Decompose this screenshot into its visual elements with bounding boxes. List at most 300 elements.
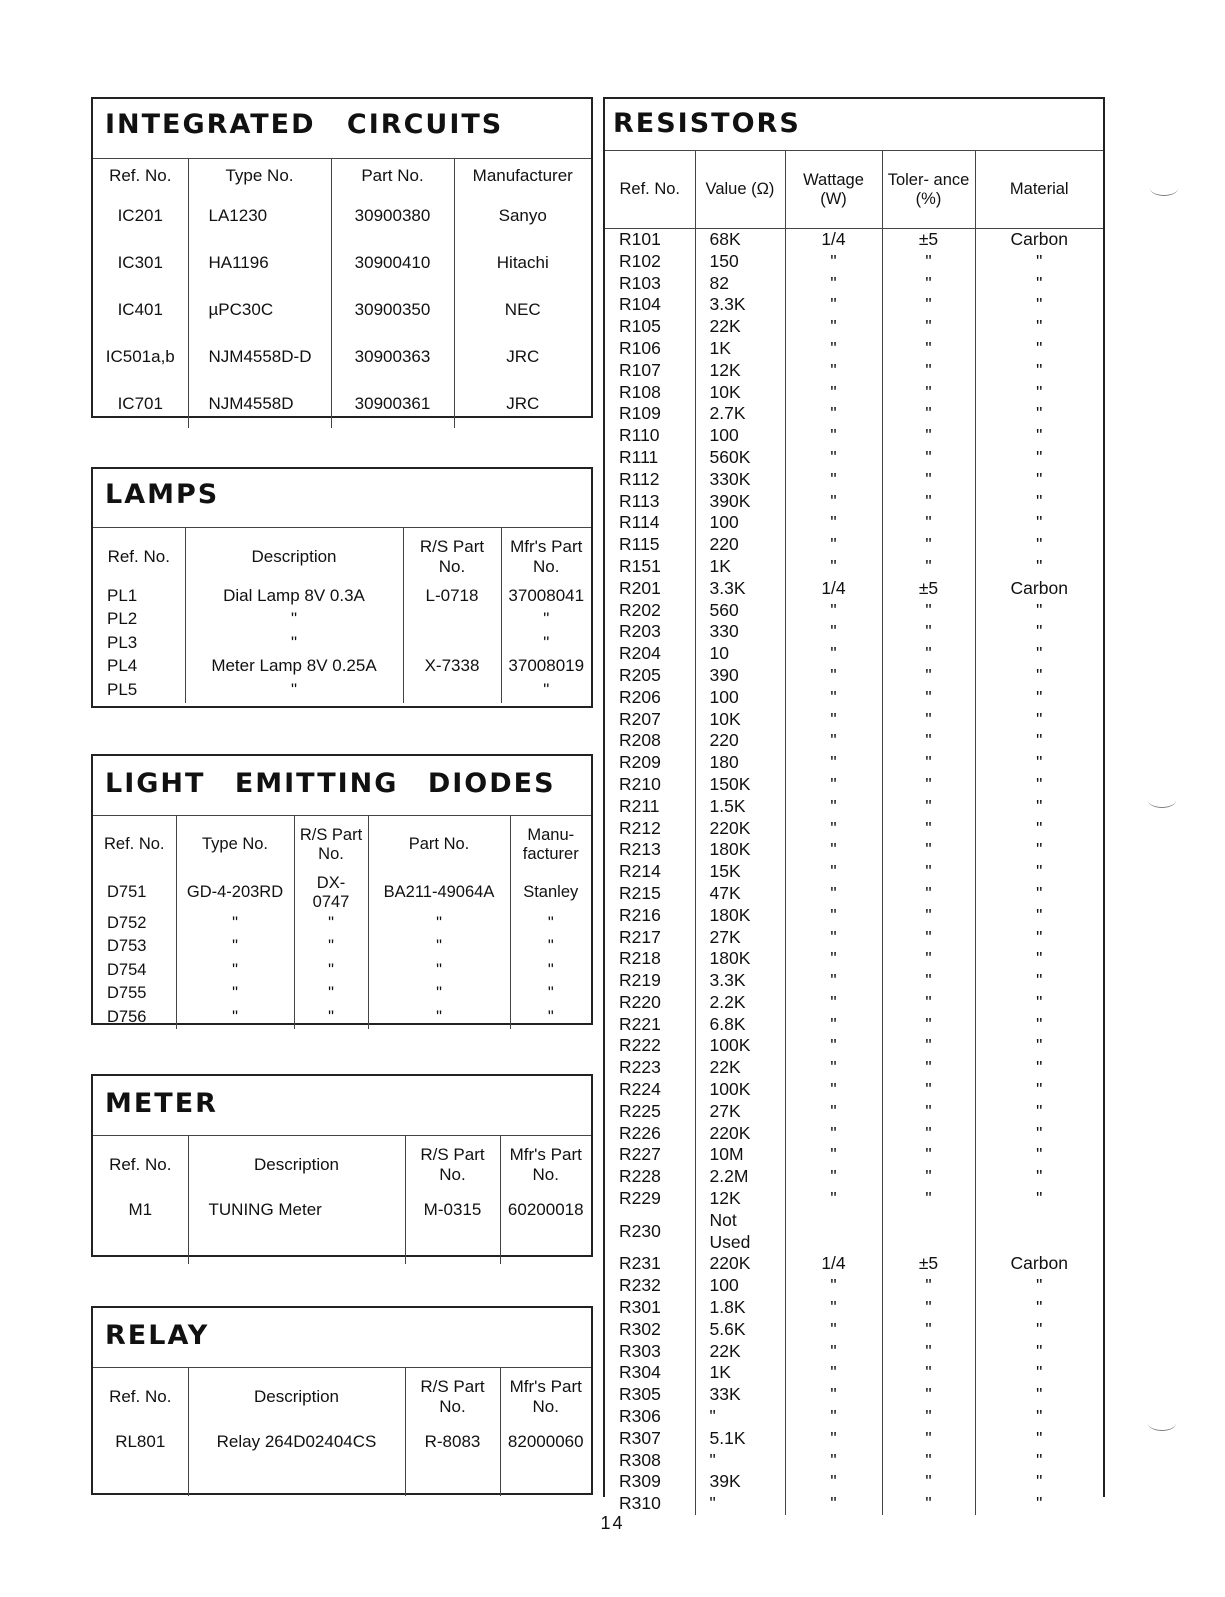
res-ref-cell: R304 bbox=[619, 1362, 661, 1383]
res-wattage-cell: 1/4 bbox=[785, 1253, 882, 1275]
res-value-cell: 33K bbox=[695, 1384, 785, 1406]
resistor-row bbox=[605, 730, 1103, 752]
res-value-cell: 10M bbox=[695, 1144, 785, 1166]
resistor-row bbox=[605, 1101, 1103, 1123]
ic-table bbox=[93, 158, 591, 428]
res-wattage-cell: " bbox=[785, 687, 882, 709]
meter-header-ref: Ref. No. bbox=[109, 1154, 172, 1174]
res-material-cell: " bbox=[975, 796, 1103, 818]
scan-mark bbox=[1148, 793, 1176, 808]
res-wattage-cell: " bbox=[785, 818, 882, 840]
led-rs-cell: " bbox=[294, 912, 368, 936]
resistor-row bbox=[605, 534, 1103, 556]
led-row bbox=[93, 874, 591, 912]
resistor-row bbox=[605, 992, 1103, 1014]
res-wattage-cell: " bbox=[785, 1493, 882, 1515]
res-ref-cell: R227 bbox=[619, 1144, 661, 1165]
lamp-rs-cell bbox=[403, 680, 501, 704]
resistor-row bbox=[605, 273, 1103, 295]
meter-row bbox=[93, 1194, 591, 1264]
res-wattage-cell: " bbox=[785, 316, 882, 338]
resistor-row bbox=[605, 425, 1103, 447]
lamps-title: LAMPS bbox=[105, 479, 220, 510]
res-material-cell: " bbox=[975, 774, 1103, 796]
res-tolerance-cell: ±5 bbox=[882, 229, 975, 251]
res-ref-cell: R302 bbox=[619, 1318, 661, 1339]
res-material-cell: " bbox=[975, 425, 1103, 447]
res-ref-cell: R114 bbox=[619, 512, 660, 533]
page-number: 14 bbox=[600, 1513, 625, 1533]
res-wattage-cell: " bbox=[785, 665, 882, 687]
res-value-cell: 10 bbox=[695, 643, 785, 665]
res-tolerance-cell: " bbox=[882, 1123, 975, 1145]
resistor-row bbox=[605, 1079, 1103, 1101]
led-ref-cell: D754 bbox=[107, 960, 147, 979]
led-header-ref: Ref. No. bbox=[103, 835, 165, 854]
resistor-row bbox=[605, 1428, 1103, 1450]
lamp-ref-cell: PL5 bbox=[107, 679, 138, 699]
res-wattage-cell: " bbox=[785, 1341, 882, 1363]
res-ref-cell: R307 bbox=[619, 1427, 661, 1448]
res-ref-cell: R213 bbox=[619, 839, 661, 860]
led-mfr-cell: Stanley bbox=[510, 874, 591, 912]
resistors-section bbox=[603, 97, 1105, 1514]
resistor-row bbox=[605, 818, 1103, 840]
res-ref-cell: R205 bbox=[619, 664, 661, 685]
res-value-cell: 10K bbox=[695, 382, 785, 404]
res-tolerance-cell: " bbox=[882, 970, 975, 992]
resistor-row bbox=[605, 1362, 1103, 1384]
res-tolerance-cell: " bbox=[882, 796, 975, 818]
res-ref-cell: R210 bbox=[619, 773, 661, 794]
lamp-rs-cell: L-0718 bbox=[403, 586, 501, 610]
ic-type-cell: NJM4558D-D bbox=[188, 334, 331, 381]
res-material-cell: " bbox=[975, 992, 1103, 1014]
res-ref-cell: R102 bbox=[619, 250, 661, 271]
relay-header-mfr: Mfr's Part No. bbox=[500, 1368, 591, 1426]
res-tolerance-cell: " bbox=[882, 1406, 975, 1428]
lamp-rs-cell bbox=[403, 609, 501, 633]
res-value-cell: 15K bbox=[695, 861, 785, 883]
led-part-cell: " bbox=[368, 1006, 510, 1030]
res-value-cell: 220K bbox=[695, 1253, 785, 1275]
res-material-cell: " bbox=[975, 273, 1103, 295]
ic-type-cell: µPC30C bbox=[188, 287, 331, 334]
res-material-cell: " bbox=[975, 818, 1103, 840]
resistor-row bbox=[605, 316, 1103, 338]
res-value-cell: 27K bbox=[695, 1101, 785, 1123]
res-tolerance-cell: " bbox=[882, 1384, 975, 1406]
res-material-cell: " bbox=[975, 730, 1103, 752]
res-wattage-cell: " bbox=[785, 839, 882, 861]
res-value-cell: 150K bbox=[695, 774, 785, 796]
relay-rs-cell: R-8083 bbox=[405, 1426, 500, 1496]
meter-mfr-cell: 60200018 bbox=[500, 1194, 591, 1264]
ic-type-cell: HA1196 bbox=[188, 240, 331, 287]
res-value-cell: 22K bbox=[695, 316, 785, 338]
res-material-cell: " bbox=[975, 1144, 1103, 1166]
res-wattage-cell: " bbox=[785, 600, 882, 622]
res-ref-cell: R201 bbox=[619, 577, 661, 598]
res-ref-cell: R221 bbox=[619, 1013, 661, 1034]
resistor-row bbox=[605, 1275, 1103, 1297]
res-ref-cell: R208 bbox=[619, 730, 661, 751]
ic-part-cell: 30900380 bbox=[331, 193, 454, 240]
resistor-row bbox=[605, 1493, 1103, 1515]
meter-header-mfr: Mfr's Part No. bbox=[500, 1136, 591, 1194]
led-rs-cell: " bbox=[294, 1006, 368, 1030]
resistor-row bbox=[605, 861, 1103, 883]
resistor-row bbox=[605, 1123, 1103, 1145]
res-wattage-cell: " bbox=[785, 774, 882, 796]
res-ref-cell: R301 bbox=[619, 1297, 661, 1318]
resistor-row bbox=[605, 1319, 1103, 1341]
res-material-cell: " bbox=[975, 1035, 1103, 1057]
resistor-row bbox=[605, 709, 1103, 731]
led-title: LIGHT EMITTING DIODES bbox=[105, 768, 556, 799]
res-value-cell: 560 bbox=[695, 600, 785, 622]
res-ref-cell: R228 bbox=[619, 1166, 661, 1187]
resistor-row bbox=[605, 905, 1103, 927]
led-part-cell: " bbox=[368, 912, 510, 936]
lamp-mfr-cell: 37008019 bbox=[501, 656, 591, 680]
resistor-row bbox=[605, 1297, 1103, 1319]
res-material-cell: " bbox=[975, 1275, 1103, 1297]
res-tolerance-cell: " bbox=[882, 338, 975, 360]
resistor-row bbox=[605, 774, 1103, 796]
resistor-row bbox=[605, 447, 1103, 469]
ic-row bbox=[93, 334, 591, 381]
res-value-cell: 1.8K bbox=[695, 1297, 785, 1319]
res-ref-cell: R305 bbox=[619, 1384, 661, 1405]
ic-part-cell: 30900410 bbox=[331, 240, 454, 287]
resistor-row bbox=[605, 1253, 1103, 1275]
res-tolerance-cell: " bbox=[882, 1319, 975, 1341]
res-material-cell: " bbox=[975, 469, 1103, 491]
res-ref-cell: R219 bbox=[619, 970, 661, 991]
res-wattage-cell: " bbox=[785, 338, 882, 360]
ic-row bbox=[93, 193, 591, 240]
lamp-ref-cell: PL1 bbox=[107, 585, 138, 605]
res-tolerance-cell: " bbox=[882, 905, 975, 927]
res-ref-cell: R211 bbox=[619, 795, 660, 816]
led-mfr-cell: " bbox=[510, 935, 591, 959]
res-tolerance-cell: " bbox=[882, 730, 975, 752]
led-mfr-cell: " bbox=[510, 1006, 591, 1030]
res-ref-cell: R115 bbox=[619, 534, 660, 555]
resistor-row bbox=[605, 927, 1103, 949]
res-ref-cell: R203 bbox=[619, 621, 661, 642]
relay-ref-cell: RL801 bbox=[115, 1431, 166, 1451]
res-ref-cell: R112 bbox=[619, 468, 660, 489]
res-wattage-cell: " bbox=[785, 425, 882, 447]
res-ref-cell: R107 bbox=[619, 359, 661, 380]
ic-row bbox=[93, 381, 591, 428]
res-wattage-cell: " bbox=[785, 1297, 882, 1319]
res-value-cell: 180 bbox=[695, 752, 785, 774]
res-material-cell: " bbox=[975, 970, 1103, 992]
res-value-cell: " bbox=[695, 1493, 785, 1515]
res-tolerance-cell: " bbox=[882, 818, 975, 840]
led-part-cell: BA211-49064A bbox=[368, 874, 510, 912]
res-value-cell: 100 bbox=[695, 512, 785, 534]
res-value-cell: 3.3K bbox=[695, 970, 785, 992]
res-tolerance-cell: " bbox=[882, 251, 975, 273]
res-wattage-cell: " bbox=[785, 927, 882, 949]
res-wattage-cell: 1/4 bbox=[785, 578, 882, 600]
res-material-cell: " bbox=[975, 1384, 1103, 1406]
res-ref-cell: R109 bbox=[619, 403, 661, 424]
res-wattage-cell: 1/4 bbox=[785, 229, 882, 251]
res-wattage-cell: " bbox=[785, 1101, 882, 1123]
res-material-cell: " bbox=[975, 839, 1103, 861]
resistor-row bbox=[605, 556, 1103, 578]
led-header-mfr: Manu- facturer bbox=[510, 816, 591, 874]
resistors-title: RESISTORS bbox=[613, 108, 801, 139]
ic-section bbox=[91, 97, 593, 418]
resistor-row bbox=[605, 1210, 1103, 1254]
res-wattage-cell: " bbox=[785, 796, 882, 818]
res-value-cell: 2.2K bbox=[695, 992, 785, 1014]
res-tolerance-cell: " bbox=[882, 1341, 975, 1363]
res-value-cell: 1K bbox=[695, 338, 785, 360]
res-wattage-cell: " bbox=[785, 294, 882, 316]
resistor-row bbox=[605, 600, 1103, 622]
led-ref-cell: D756 bbox=[107, 1007, 147, 1026]
res-material-cell: " bbox=[975, 1319, 1103, 1341]
lamp-ref-cell: PL4 bbox=[107, 656, 138, 675]
res-ref-cell: R225 bbox=[619, 1100, 661, 1121]
res-ref-cell: R212 bbox=[619, 817, 661, 838]
ic-header-type: Type No. bbox=[188, 159, 331, 193]
res-wattage-cell: " bbox=[785, 1275, 882, 1297]
res-ref-cell: R101 bbox=[619, 229, 661, 249]
led-mfr-cell: " bbox=[510, 912, 591, 936]
resistor-row bbox=[605, 294, 1103, 316]
res-value-cell: 100 bbox=[695, 687, 785, 709]
res-ref-cell: R218 bbox=[619, 948, 661, 969]
res-wattage-cell: " bbox=[785, 643, 882, 665]
resistor-row bbox=[605, 948, 1103, 970]
lamp-mfr-cell: " bbox=[501, 680, 591, 704]
res-wattage-cell: " bbox=[785, 1188, 882, 1210]
res-tolerance-cell: " bbox=[882, 948, 975, 970]
scan-mark bbox=[1148, 1416, 1176, 1431]
res-wattage-cell: " bbox=[785, 905, 882, 927]
led-header-rs: R/S Part No. bbox=[294, 816, 368, 874]
lamp-row bbox=[93, 586, 591, 610]
lamp-ref-cell: PL3 bbox=[107, 632, 138, 652]
res-tolerance-cell: " bbox=[882, 469, 975, 491]
ic-mfr-cell: JRC bbox=[454, 381, 591, 428]
res-tolerance-cell: " bbox=[882, 1166, 975, 1188]
res-material-cell: " bbox=[975, 338, 1103, 360]
res-ref-cell: R206 bbox=[619, 686, 661, 707]
resistor-row bbox=[605, 1166, 1103, 1188]
res-wattage-cell: " bbox=[785, 469, 882, 491]
res-wattage-cell: " bbox=[785, 273, 882, 295]
res-material-cell: " bbox=[975, 1493, 1103, 1515]
ic-ref-cell: IC201 bbox=[117, 206, 163, 225]
res-header-wattage: Wattage (W) bbox=[785, 151, 882, 229]
lamp-desc-cell: Meter Lamp 8V 0.25A bbox=[185, 656, 403, 680]
led-row bbox=[93, 982, 591, 1006]
res-tolerance-cell: " bbox=[882, 1362, 975, 1384]
res-tolerance-cell: " bbox=[882, 1428, 975, 1450]
res-ref-cell: R215 bbox=[619, 882, 661, 903]
res-material-cell: " bbox=[975, 1101, 1103, 1123]
relay-mfr-cell: 82000060 bbox=[500, 1426, 591, 1496]
ic-ref-cell: IC401 bbox=[117, 300, 163, 319]
ic-mfr-cell: Hitachi bbox=[454, 240, 591, 287]
res-tolerance-cell: " bbox=[882, 273, 975, 295]
res-header-ref: Ref. No. bbox=[605, 151, 695, 229]
res-tolerance-cell: " bbox=[882, 556, 975, 578]
resistor-row bbox=[605, 796, 1103, 818]
res-tolerance-cell: " bbox=[882, 621, 975, 643]
led-rs-cell: " bbox=[294, 935, 368, 959]
led-part-cell: " bbox=[368, 959, 510, 983]
res-wattage-cell: " bbox=[785, 621, 882, 643]
res-tolerance-cell: " bbox=[882, 687, 975, 709]
resistor-row bbox=[605, 839, 1103, 861]
resistor-row bbox=[605, 970, 1103, 992]
res-ref-cell: R106 bbox=[619, 337, 661, 358]
ic-row bbox=[93, 240, 591, 287]
res-material-cell: " bbox=[975, 1297, 1103, 1319]
res-material-cell: Carbon bbox=[975, 1253, 1103, 1275]
res-ref-cell: R216 bbox=[619, 904, 661, 925]
res-header-value: Value (Ω) bbox=[695, 151, 785, 229]
res-value-cell: 22K bbox=[695, 1341, 785, 1363]
res-value-cell: Not Used bbox=[695, 1210, 785, 1254]
meter-rs-cell: M-0315 bbox=[405, 1194, 500, 1264]
res-value-cell: 100K bbox=[695, 1079, 785, 1101]
res-value-cell: 5.6K bbox=[695, 1319, 785, 1341]
res-material-cell: " bbox=[975, 752, 1103, 774]
res-value-cell: 560K bbox=[695, 447, 785, 469]
resistor-row bbox=[605, 382, 1103, 404]
res-value-cell: 2.2M bbox=[695, 1166, 785, 1188]
led-rs-cell: DX-0747 bbox=[294, 874, 368, 912]
res-tolerance-cell: " bbox=[882, 1450, 975, 1472]
res-material-cell: " bbox=[975, 643, 1103, 665]
res-wattage-cell: " bbox=[785, 970, 882, 992]
res-wattage-cell: " bbox=[785, 948, 882, 970]
res-wattage-cell: " bbox=[785, 447, 882, 469]
res-material-cell: " bbox=[975, 382, 1103, 404]
res-wattage-cell: " bbox=[785, 1079, 882, 1101]
resistor-row bbox=[605, 1471, 1103, 1493]
ic-title: INTEGRATED CIRCUITS bbox=[105, 109, 504, 140]
res-wattage-cell: " bbox=[785, 491, 882, 513]
res-material-cell: " bbox=[975, 360, 1103, 382]
res-material-cell: " bbox=[975, 1362, 1103, 1384]
meter-section bbox=[91, 1074, 593, 1257]
lamp-mfr-cell: 37008041 bbox=[501, 586, 591, 610]
res-tolerance-cell: " bbox=[882, 316, 975, 338]
res-value-cell: 100 bbox=[695, 1275, 785, 1297]
led-row bbox=[93, 959, 591, 983]
res-value-cell: 100 bbox=[695, 425, 785, 447]
res-tolerance-cell: " bbox=[882, 883, 975, 905]
res-material-cell: " bbox=[975, 665, 1103, 687]
resistor-row bbox=[605, 491, 1103, 513]
res-tolerance-cell: " bbox=[882, 512, 975, 534]
resistors-table bbox=[605, 150, 1103, 1515]
res-wattage-cell: " bbox=[785, 883, 882, 905]
lamp-rs-cell bbox=[403, 633, 501, 657]
res-wattage-cell: " bbox=[785, 1057, 882, 1079]
res-tolerance-cell: " bbox=[882, 1144, 975, 1166]
res-tolerance-cell: " bbox=[882, 425, 975, 447]
lamp-desc-cell: " bbox=[185, 633, 403, 657]
res-header-tolerance: Toler- ance (%) bbox=[882, 151, 975, 229]
led-ref-cell: D752 bbox=[107, 913, 147, 932]
res-value-cell: 82 bbox=[695, 273, 785, 295]
res-material-cell: " bbox=[975, 600, 1103, 622]
lamp-rs-cell: X-7338 bbox=[403, 656, 501, 680]
resistor-row bbox=[605, 251, 1103, 273]
led-type-cell: " bbox=[176, 1006, 294, 1030]
ic-mfr-cell: NEC bbox=[454, 287, 591, 334]
ic-row bbox=[93, 287, 591, 334]
res-tolerance-cell: ±5 bbox=[882, 578, 975, 600]
res-ref-cell: R310 bbox=[619, 1493, 661, 1514]
res-tolerance-cell: " bbox=[882, 294, 975, 316]
res-wattage-cell: " bbox=[785, 1014, 882, 1036]
resistor-row bbox=[605, 643, 1103, 665]
res-tolerance-cell: " bbox=[882, 1057, 975, 1079]
resistor-row bbox=[605, 665, 1103, 687]
res-material-cell: " bbox=[975, 512, 1103, 534]
res-tolerance-cell: " bbox=[882, 839, 975, 861]
res-material-cell: " bbox=[975, 1057, 1103, 1079]
res-value-cell: 180K bbox=[695, 905, 785, 927]
lamps-table bbox=[93, 527, 591, 703]
res-value-cell: 220 bbox=[695, 730, 785, 752]
res-wattage-cell: " bbox=[785, 1144, 882, 1166]
res-wattage-cell: " bbox=[785, 534, 882, 556]
relay-header-ref: Ref. No. bbox=[109, 1386, 172, 1406]
res-material-cell: " bbox=[975, 709, 1103, 731]
res-value-cell: 5.1K bbox=[695, 1428, 785, 1450]
res-value-cell: 390K bbox=[695, 491, 785, 513]
res-wattage-cell: " bbox=[785, 992, 882, 1014]
res-ref-cell: R223 bbox=[619, 1057, 661, 1078]
lamp-desc-cell: " bbox=[185, 680, 403, 704]
meter-header-desc: Description bbox=[188, 1136, 405, 1194]
res-ref-cell: R103 bbox=[619, 272, 661, 293]
res-material-cell: " bbox=[975, 316, 1103, 338]
res-tolerance-cell: " bbox=[882, 1079, 975, 1101]
res-material-cell: " bbox=[975, 1188, 1103, 1210]
res-value-cell: 220 bbox=[695, 534, 785, 556]
res-wattage-cell: " bbox=[785, 1035, 882, 1057]
ic-type-cell: NJM4558D bbox=[188, 381, 331, 428]
ic-ref-cell: IC501a,b bbox=[105, 347, 175, 366]
ic-header-ref: Ref. No. bbox=[109, 165, 172, 185]
res-tolerance-cell: " bbox=[882, 1471, 975, 1493]
led-part-cell: " bbox=[368, 935, 510, 959]
ic-part-cell: 30900363 bbox=[331, 334, 454, 381]
res-value-cell: 39K bbox=[695, 1471, 785, 1493]
led-header-part: Part No. bbox=[368, 816, 510, 874]
res-material-cell: Carbon bbox=[975, 229, 1103, 251]
res-tolerance-cell: " bbox=[882, 600, 975, 622]
res-wattage-cell: " bbox=[785, 382, 882, 404]
led-row bbox=[93, 1006, 591, 1030]
